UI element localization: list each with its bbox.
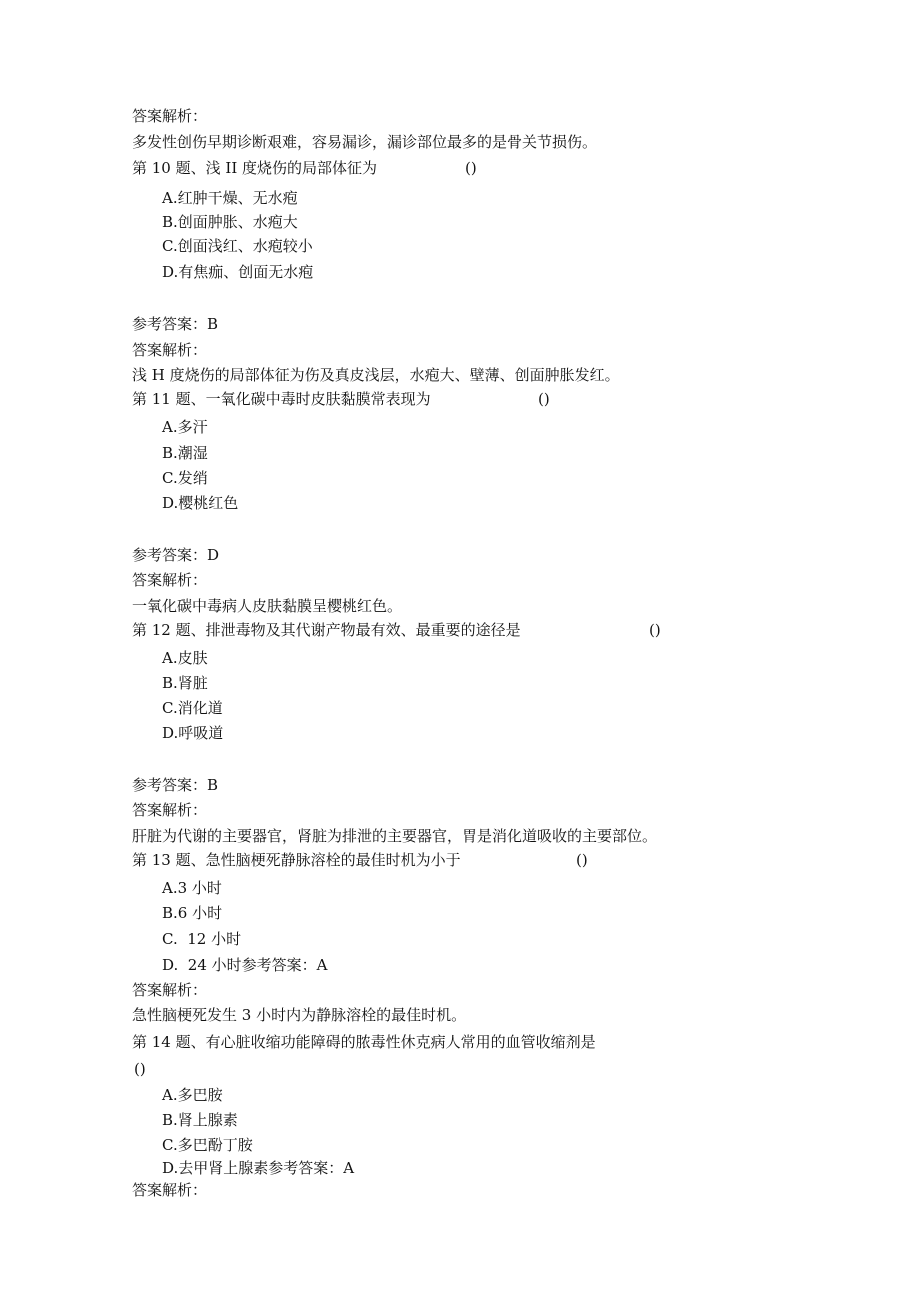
question-14-text: 第 14 题、有心脏收缩功能障碍的脓毒性休克病人常用的血管收缩剂是: [132, 1033, 596, 1051]
analysis-label: 答案解析：: [132, 107, 208, 125]
analysis-text: 多发性创伤早期诊断艰难，容易漏诊，漏诊部位最多的是骨关节损伤。: [132, 133, 598, 151]
question-13-analysis-label: 答案解析：: [132, 981, 208, 999]
question-14-option-b: B.肾上腺素: [162, 1111, 238, 1129]
question-12-paren: (): [649, 621, 661, 639]
question-14-option-d: D.去甲肾上腺素参考答案：A: [162, 1159, 355, 1177]
question-12-text: 第 12 题、排泄毒物及其代谢产物最有效、最重要的途径是: [132, 621, 521, 639]
question-14-option-c: C.多巴酚丁胺: [162, 1136, 253, 1154]
question-10-answer: 参考答案：B: [132, 315, 219, 333]
question-11-option-c: C.发绡: [162, 469, 208, 487]
question-11-answer: 参考答案：D: [132, 546, 220, 564]
question-14-paren: (): [134, 1060, 146, 1078]
question-10-option-a: A.红肿干燥、无水疱: [162, 189, 298, 207]
question-11-option-b: B.潮湿: [162, 444, 208, 462]
question-12-option-a: A.皮肤: [162, 649, 208, 667]
question-11-text: 第 11 题、一氧化碳中毒时皮肤黏膜常表现为: [132, 390, 431, 408]
question-13-option-c: C. 12 小时: [162, 930, 242, 948]
question-13-option-a: A.3 小时: [162, 879, 222, 897]
question-10-analysis-text: 浅 H 度烧伤的局部体征为伤及真皮浅层，水疱大、壁薄、创面肿胀发红。: [132, 366, 620, 384]
question-13-option-b: B.6 小时: [162, 904, 223, 922]
question-12-option-d: D.呼吸道: [162, 724, 224, 742]
question-12-option-c: C.消化道: [162, 699, 223, 717]
question-12-analysis-label: 答案解析：: [132, 801, 208, 819]
question-14-analysis-label: 答案解析：: [132, 1181, 208, 1199]
question-10-option-d: D.有焦痂、创面无水疱: [162, 263, 314, 281]
question-10-option-c: C.创面浅红、水疱较小: [162, 237, 313, 255]
question-13-analysis-text: 急性脑梗死发生 3 小时内为静脉溶栓的最佳时机。: [132, 1006, 467, 1024]
question-11-analysis-text: 一氧化碳中毒病人皮肤黏膜呈樱桃红色。: [132, 597, 403, 615]
question-10-text: 第 10 题、浅 II 度烧伤的局部体征为: [132, 159, 378, 177]
question-12-option-b: B.肾脏: [162, 674, 208, 692]
question-10-analysis-label: 答案解析：: [132, 341, 208, 359]
question-11-option-d: D.樱桃红色: [162, 494, 239, 512]
question-14-option-a: A.多巴胺: [162, 1086, 223, 1104]
question-13-text: 第 13 题、急性脑梗死静脉溶栓的最佳时机为小于: [132, 851, 461, 869]
question-13-option-d: D. 24 小时参考答案：A: [162, 956, 328, 974]
question-10-paren: (): [465, 159, 477, 177]
question-10-option-b: B.创面肿胀、水疱大: [162, 213, 298, 231]
question-12-analysis-text: 肝脏为代谢的主要器官，肾脏为排泄的主要器官，胃是消化道吸收的主要部位。: [132, 827, 658, 845]
question-11-option-a: A.多汗: [162, 418, 208, 436]
question-11-analysis-label: 答案解析：: [132, 571, 208, 589]
question-13-paren: (): [576, 851, 588, 869]
question-11-paren: (): [538, 390, 550, 408]
question-12-answer: 参考答案：B: [132, 776, 219, 794]
